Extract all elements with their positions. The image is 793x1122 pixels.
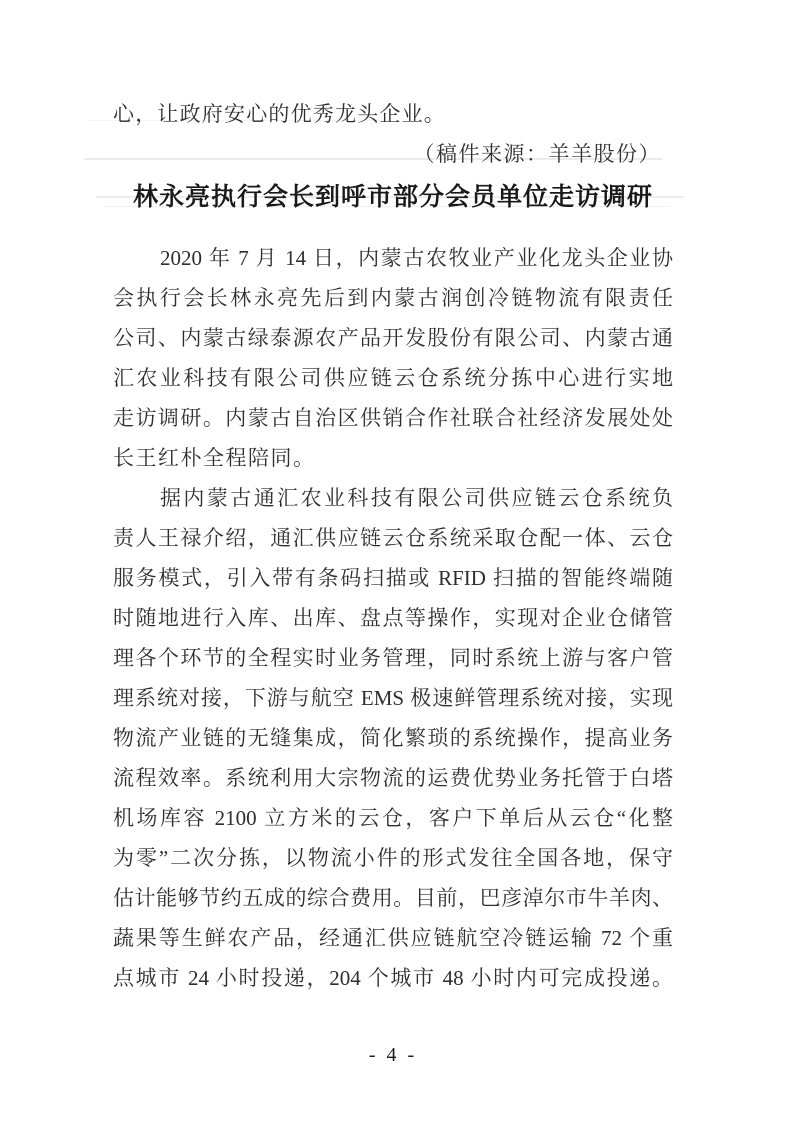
body-line: 流程效率。系统利用大宗物流的运费优势业务托管于白塔 [113,766,673,790]
body-line: 长王红朴全程陪同。 [113,446,316,470]
leading-paragraph-line: 心，让政府安心的优秀龙头企业。 [113,102,446,126]
body-line: 为零”二次分拣，以物流小件的形式发往全国各地，保守 [113,846,673,870]
body-line: 蔬果等生鲜农产品，经通汇供应链航空冷链运输 72 个重 [113,926,673,950]
body-line: 汇农业科技有限公司供应链云仓系统分拣中心进行实地 [113,366,673,390]
body-line: 服务模式，引入带有条码扫描或 RFID 扫描的智能终端随 [113,566,673,590]
source-attribution: （稿件来源：羊羊股份） [413,142,661,166]
page-number-footer: - 4 - [368,1044,418,1066]
article-title: 林永亮执行会长到呼市部分会员单位走访调研 [132,183,653,211]
body-line: 会执行会长林永亮先后到内蒙古润创冷链物流有限责任 [113,286,673,310]
body-line: 理各个环节的全程实时业务管理，同时系统上游与客户管 [113,646,673,670]
body-line: 点城市 24 小时投递，204 个城市 48 小时内可完成投递。 [113,966,673,990]
body-line: 理系统对接，下游与航空 EMS 极速鲜管理系统对接，实现 [113,686,673,710]
article-body [113,238,673,998]
body-line: 物流产业链的无缝集成，简化繁琐的系统操作，提高业务 [113,726,673,750]
body-line: 时随地进行入库、出库、盘点等操作，实现对企业仓储管 [113,606,673,630]
body-line: 机场库容 2100 立方米的云仓，客户下单后从云仓“化整 [113,806,673,830]
body-line: 据内蒙古通汇农业科技有限公司供应链云仓系统负 [160,486,673,510]
body-line: 走访调研。内蒙古自治区供销合作社联合社经济发展处处 [113,406,673,430]
body-line: 2020 年 7 月 14 日，内蒙古农牧业产业化龙头企业协 [160,246,673,270]
body-line: 公司、内蒙古绿泰源农产品开发股份有限公司、内蒙古通 [113,326,673,350]
body-line: 估计能够节约五成的综合费用。目前，巴彦淖尔市牛羊肉、 [113,886,673,910]
body-line: 责人王禄介绍，通汇供应链云仓系统采取仓配一体、云仓 [113,526,673,550]
